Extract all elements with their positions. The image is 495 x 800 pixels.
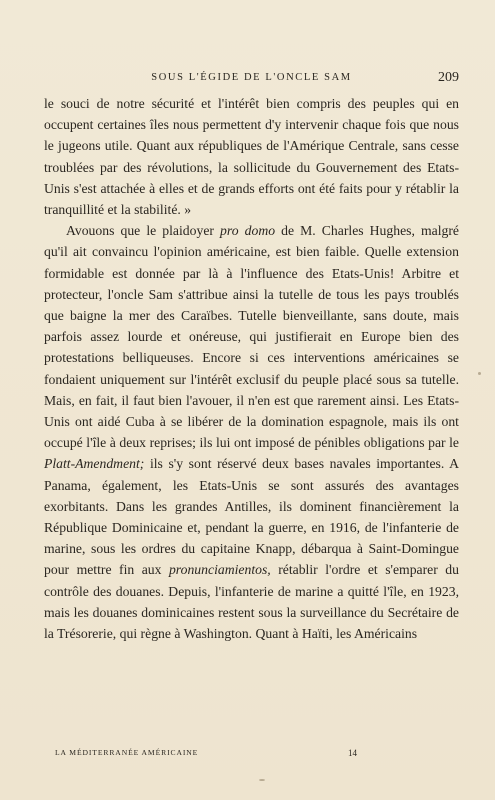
italic-platt-amendment: Platt-Amendment; [44,456,145,472]
sheet-number: 14 [348,748,357,758]
paragraph-1-text: le souci de notre sécurité et l'intérêt bien compris des peuples qui en occupent certaines îles nous permettent d'y intervenir chaque fois que nous le jugeons utile. Quant aux républiques de l'Amérique Centrale, sans cesse troublées par des révolutions, la sollicitude du Gouvernement des Etats-Unis s'est attachée à elles et de grands efforts ont été faits pour y rétablir la tranquillité et la stabilité. » [44,96,459,218]
paragraph-2-text-b: de M. Charles Hughes, malgré qu'il ait convaincu l'opinion américaine, est bien faible. Quelle extension formidable est donnée par là à l'influence des Etats-Unis! Arbitre et protecteur, l'oncle Sam s'attribue ainsi la tutelle de tous les pays troublés que baigne la mer des Caraïbes. Tutelle bienveillante, sans doute, mais parfois assez lourde et onéreuse, qui justifierait en Europe bien des protestations belliqueuses. Encore si ces interventions américaines se fondaient uniquement sur l'intérêt exclusif du peuple placé sous sa tutelle. Mais, en fait, il faut bien l'avouer, il n'en est que rarement ainsi. Les Etats-Unis ont aidé Cuba à se libérer de la domination espagnole, mais ils ont occupé l'île à deux reprises; ils lui ont imposé de pénibles obligations par le [44,223,459,451]
paragraph-2-text-a: Avouons que le plaidoyer [66,223,221,239]
paper-speck [478,372,481,375]
signature-mark: LA MÉDITERRANÉE AMÉRICAINE [55,748,199,757]
italic-pro-domo: pro domo [220,223,276,239]
paragraph-2-text-d: rétablir l'ordre et s'emparer du contrôle des douanes. Depuis, l'infanterie de marine a quitté l'île, en 1923, mais les douanes dominicaines restent sous la surveillance du Secrétaire de la Trésorerie, qui règne à Washington. Quant à Haïti, les Américains [44,562,459,642]
page-header [44,72,459,88]
paper-speck [259,779,265,781]
body-text [44,93,459,644]
running-head: SOUS L'ÉGIDE DE L'ONCLE SAM [151,72,352,83]
paragraph-1 [44,93,459,220]
italic-pronunciamientos: pronunciamientos, [168,562,271,578]
page-footer [55,748,450,760]
page-number: 209 [438,70,459,85]
paragraph-2-text-c: ils s'y sont réservé deux bases navales importantes. A Panama, également, les Etats-Unis se sont assurés des avantages exorbitants. Dans les grandes Antilles, ils dominent financièrement la République Dominicaine et, pendant la guerre, en 1916, de l'infanterie de marine, sous les ordres du capitaine Knapp, débarqua à Saint-Domingue pour mettre fin aux [44,456,459,578]
paragraph-2 [44,220,459,644]
